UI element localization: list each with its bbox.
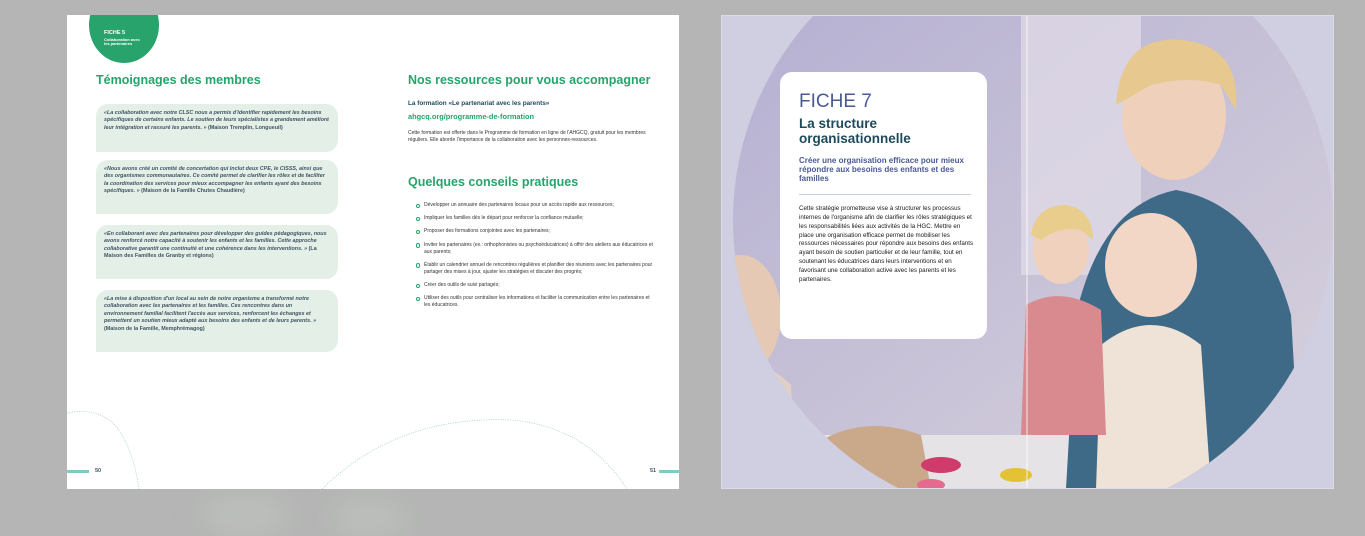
left-page: [67, 15, 679, 489]
fiche-tab-text: [104, 31, 144, 46]
quote-text: «La mise à disposition d'un local au sein de notre organisme a transformé notre collaboration avec les partenaires et les familles. Ces rencontres dans un environnement familial facilitent l'accès aux services, renforcent les échanges et permettent un soutien mieux adapté aux besoins des enfants et de leurs parents. »: [104, 296, 317, 325]
list-item: Impliquer les familles dès le départ pour renforcer la confiance mutuelle;: [418, 215, 656, 222]
resources-title: Nos ressources pour vous accompagner: [408, 73, 651, 87]
list-item: Établir un calendrier annuel de rencontres régulières et planifier des réunions avec les partenaires pour partager des mises à jour, ajuster les stratégies et discuter des progrès;: [418, 262, 656, 276]
training-description: Cette formation est offerte dans le Programme de formation en ligne de l'AHGCQ, gratuit pour les membres réguliers. Elle aborde l'importance de la collaboration avec les personnes-ressources.: [408, 130, 646, 144]
background-blur: [200, 495, 290, 535]
training-link[interactable]: ahgcq.org/programme-de-formation: [408, 112, 535, 121]
page-number-right: 51: [650, 468, 657, 474]
fiche-card: [780, 72, 987, 339]
quote-source: (Maison de la Famille, Memphrémagog): [104, 325, 205, 332]
fiche-subtitle: Créer une organisation efficace pour mieux répondre aux besoins des enfants et des familles: [799, 155, 964, 184]
quote-source: (Maison de la Famille Chutes Chaudière): [139, 188, 245, 195]
fiche-title: La structure organisationnelle: [799, 116, 911, 146]
training-title: La formation «Le partenariat avec les parents»: [408, 100, 550, 107]
quote-card: [96, 225, 338, 279]
list-item: Proposer des formations conjointes avec les partenaires;: [418, 228, 656, 235]
page-number-bar: [659, 470, 679, 473]
separator: [799, 194, 971, 195]
list-item: Utiliser des outils pour centraliser les informations et faciliter la communication entre les partenaires et les éducatrices.: [418, 295, 656, 309]
background-blur: [330, 500, 410, 536]
quote-text: «En collaborant avec des partenaires pour développer des guides pédagogiques, nous avons renforcé notre capacité à soutenir les enfants et les familles. Cette approche collaborative garantit une continuité et une cohérence dans les interventions. »: [104, 231, 327, 252]
quote-source: (La Maison des Familles de Granby et régions): [104, 245, 317, 260]
quote-source: (Maison Tremplin, Longueuil): [206, 124, 283, 131]
tips-list: [418, 202, 656, 315]
tips-title: Quelques conseils pratiques: [408, 175, 579, 189]
fiche-tab-subtitle: Collaboration avec les partenaires: [104, 36, 140, 46]
page-number-bar: [67, 470, 89, 473]
quote-text: «Nous avons créé un comité de concertation qui inclut deux CPE, le CISSS, ainsi que des organismes communautaires. Ce comité permet de clarifier les rôles et de faciliter la coordination des services pour mieux accompagner les enfants ayant des besoins spécifiques. »: [104, 166, 325, 195]
quote-card: [96, 160, 338, 214]
quote-card: [96, 290, 338, 352]
quote-card: [96, 104, 338, 152]
list-item: Créer des outils de suivi partagés;: [418, 282, 656, 289]
quote-text: «La collaboration avec notre CLSC nous a permis d'identifier rapidement les besoins spécifiques de certains enfants. Le soutien de leurs spécialistes a grandement amélioré leur intégration et rassuré les parents. »: [104, 110, 329, 131]
right-page: [721, 15, 1334, 489]
list-item: Développer un annuaire des partenaires locaux pour un accès rapide aux ressources;: [418, 202, 656, 209]
page-number-left: 50: [95, 468, 102, 474]
list-item: Inviter les partenaires (ex.: orthophonistes ou psychoéducatrices) à offrir des ateliers aux éducatrices et aux parents;: [418, 242, 656, 256]
fiche-description: Cette stratégie prometteuse vise à structurer les processus internes de l'organisme afin de clarifier les rôles stratégiques et les responsabilités liées aux activités de la HGC. Mettre en place une organisation efficace permet de mobiliser les ressources nécessaires pour répondre aux besoins des enfants ayant besoin de soutien particulier et de leur famille, tout en soutenant les éducatrices dans leurs interventions et en favorisant une collaboration active avec les parents et les partenaires.: [799, 205, 974, 283]
fiche-tab-number: FICHE 5: [104, 30, 126, 36]
testimonials-title: Témoignages des membres: [96, 73, 261, 87]
fiche-number: FICHE 7: [799, 91, 872, 112]
